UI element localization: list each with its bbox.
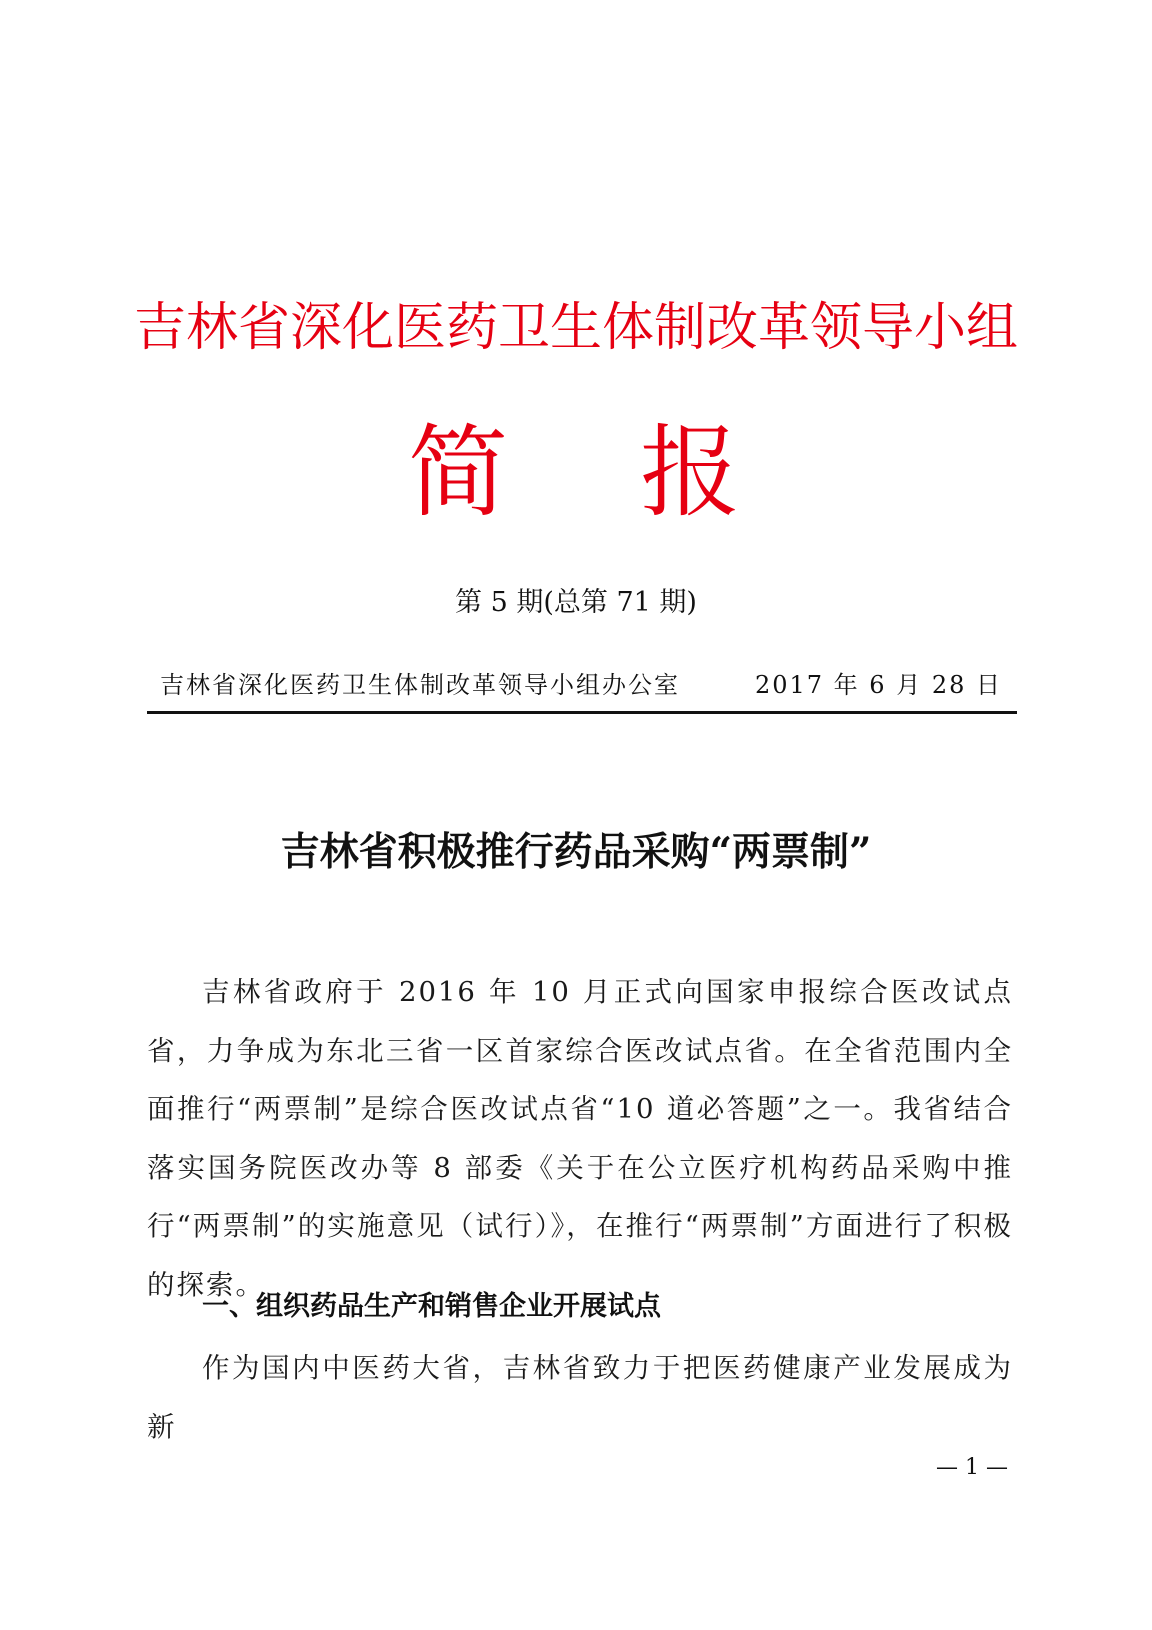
issuing-office: 吉林省深化医药卫生体制改革领导小组办公室: [160, 671, 680, 699]
issue-date: 2017 年 6 月 28 日: [754, 671, 1002, 699]
masthead-organization: 吉林省深化医药卫生体制改革领导小组: [133, 298, 1018, 358]
header-divider: [147, 711, 1017, 714]
body-paragraph-2: 作为国内中医药大省，吉林省致力于把医药健康产业发展成为新: [147, 1352, 1013, 1443]
page-number: — 1 —: [936, 1455, 1008, 1480]
article-title: 吉林省积极推行药品采购“两票制”: [280, 829, 872, 875]
masthead-title-char-2: 报: [640, 414, 740, 531]
masthead-title-char-1: 简: [408, 414, 508, 531]
body-paragraph-1: 吉林省政府于 2016 年 10 月正式向国家申报综合医改试点省，力争成为东北三省一区首家综合医改试点省。在全省范围内全面推行“两票制”是综合医改试点省“10 道必答题”之一。我省结合落实国务院医改办等 8 部委《关于在公立医疗机构药品采购中推行“两票制”的实施意见（试行）》，在推行“两票制”方面进行了积极的探索。: [147, 976, 1013, 1301]
section-heading-1: 一、组织药品生产和销售企业开展试点: [202, 1291, 661, 1322]
meta-row: [160, 668, 1002, 702]
issue-number: 第 5 期(总第 71 期): [455, 587, 697, 618]
